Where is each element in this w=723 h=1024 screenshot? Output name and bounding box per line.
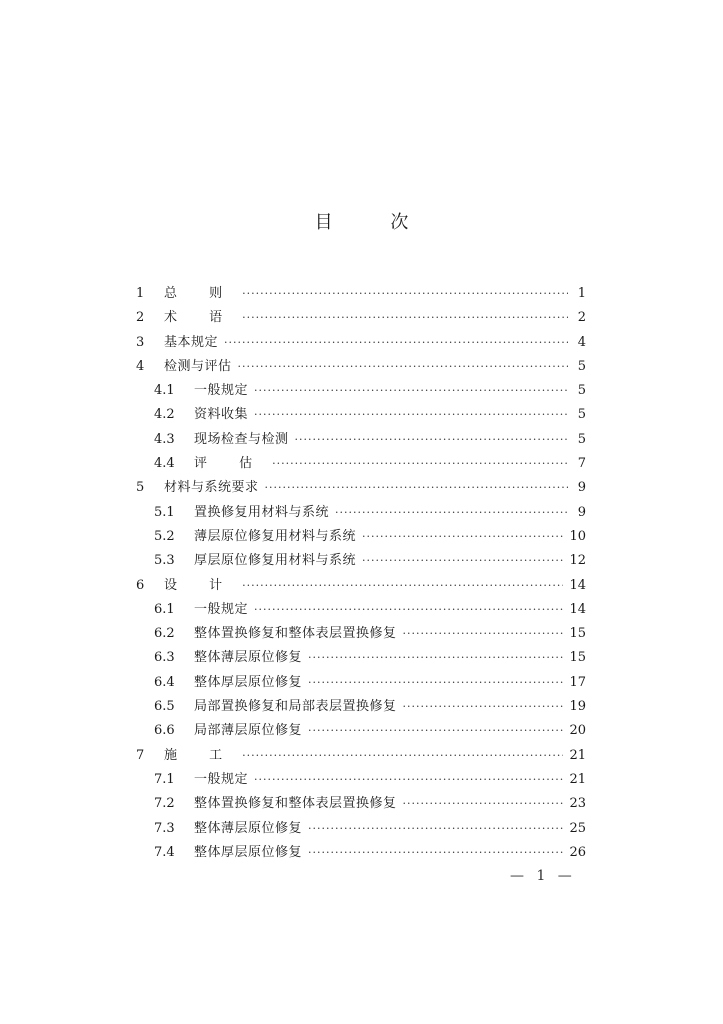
dot-leader — [242, 287, 568, 300]
toc-entry-page: 17 — [569, 674, 586, 690]
toc-entry-page: 5 — [577, 358, 586, 374]
dot-leader — [335, 506, 568, 519]
toc-entry-label: 整体厚层原位修复 — [194, 844, 303, 860]
dot-leader — [265, 481, 568, 494]
toc-entry-page: 5 — [577, 431, 586, 447]
toc-entry-label: 总 则 — [164, 286, 237, 301]
toc-entry-page: 14 — [569, 577, 586, 593]
toc-entry-label: 评 估 — [194, 456, 267, 472]
toc-entry-page: 23 — [569, 796, 586, 812]
toc-entry-page: 7 — [577, 456, 586, 472]
page-title: 目 次 — [314, 212, 435, 233]
toc-entry-number: 6.2 — [154, 626, 175, 642]
toc-entry-number: 4.1 — [154, 383, 175, 399]
toc-entry-label: 一般规定 — [194, 601, 249, 617]
toc-subentry[interactable] — [136, 525, 586, 549]
toc-subentry[interactable] — [136, 379, 586, 403]
dot-leader — [254, 384, 568, 397]
toc-entry[interactable] — [136, 355, 586, 379]
toc-entry-label: 整体厚层原位修复 — [194, 674, 303, 690]
dot-leader — [362, 554, 563, 567]
toc-entry[interactable] — [136, 574, 586, 598]
toc-subentry[interactable] — [136, 792, 586, 816]
toc-entry-page: 25 — [569, 820, 586, 836]
toc-entry[interactable] — [136, 744, 586, 768]
toc-subentry[interactable] — [136, 695, 586, 719]
toc-entry-label: 基本规定 — [164, 334, 219, 350]
toc-entry-page: 21 — [569, 771, 586, 787]
dot-leader — [224, 336, 568, 349]
toc-entry-label: 局部薄层原位修复 — [194, 723, 303, 739]
toc-entry[interactable] — [136, 306, 586, 330]
dot-leader — [403, 627, 564, 640]
toc-entry-number: 4.4 — [154, 456, 175, 472]
toc-subentry[interactable] — [136, 428, 586, 452]
toc-entry-label: 整体置换修复和整体表层置换修复 — [194, 796, 397, 812]
dot-leader — [238, 360, 568, 373]
dot-leader — [403, 797, 564, 810]
toc-entry-number: 6.6 — [154, 723, 175, 739]
toc-entry-number: 5.3 — [154, 553, 175, 569]
dot-leader — [308, 724, 563, 737]
toc-entry-number: 7.4 — [154, 844, 175, 860]
toc-entry-label: 术 语 — [164, 310, 237, 326]
toc-entry-number: 7.2 — [154, 796, 175, 812]
toc-entry-number: 6.3 — [154, 650, 175, 666]
toc-entry-number: 4.2 — [154, 407, 175, 423]
toc-entry-page: 12 — [569, 553, 586, 569]
toc-entry-number: 7.3 — [154, 820, 175, 836]
toc-entry-number: 5.2 — [154, 528, 175, 544]
toc-entry-label: 材料与系统要求 — [164, 480, 259, 496]
toc-entry-label: 薄层原位修复用材料与系统 — [194, 528, 357, 544]
dot-leader — [242, 579, 563, 592]
toc-entry-label: 现场检查与检测 — [194, 431, 289, 447]
dot-leader — [362, 530, 563, 543]
toc-entry-label: 整体置换修复和整体表层置换修复 — [194, 626, 397, 642]
toc-entry-number: 2 — [136, 310, 145, 326]
page-number-footer: — 1 — — [510, 868, 576, 884]
toc-entry-page: 20 — [569, 723, 586, 739]
dot-leader — [254, 408, 568, 421]
dot-leader — [242, 311, 568, 324]
dot-leader — [272, 457, 568, 470]
toc-entry[interactable] — [136, 282, 586, 306]
toc-entry-label: 检测与评估 — [164, 358, 232, 374]
toc-subentry[interactable] — [136, 646, 586, 670]
toc-entry-page: 21 — [569, 747, 586, 763]
toc-entry-number: 4 — [136, 358, 145, 374]
dot-leader — [308, 676, 563, 689]
toc-entry-label: 施 工 — [164, 747, 237, 763]
toc-subentry[interactable] — [136, 841, 586, 865]
toc-subentry[interactable] — [136, 549, 586, 573]
dot-leader — [242, 749, 563, 762]
toc-entry-page: 4 — [577, 334, 586, 350]
toc-entry-number: 6.1 — [154, 601, 175, 617]
toc-entry-page: 9 — [577, 480, 586, 496]
toc-entry-page: 14 — [569, 601, 586, 617]
toc-entry-label: 一般规定 — [194, 771, 249, 787]
toc-entry-label: 厚层原位修复用材料与系统 — [194, 553, 357, 569]
toc-entry-page: 10 — [569, 528, 586, 544]
toc-entry-number: 6 — [136, 577, 145, 593]
toc-entry-page: 5 — [577, 383, 586, 399]
toc-entry-number: 5 — [136, 480, 145, 496]
toc-subentry[interactable] — [136, 719, 586, 743]
dot-leader — [308, 846, 563, 859]
table-of-contents — [136, 282, 586, 865]
toc-entry-label: 局部置换修复和局部表层置换修复 — [194, 699, 397, 715]
toc-entry[interactable] — [136, 476, 586, 500]
toc-subentry[interactable] — [136, 452, 586, 476]
toc-subentry[interactable] — [136, 598, 586, 622]
toc-entry-label: 整体薄层原位修复 — [194, 820, 303, 836]
dot-leader — [254, 773, 563, 786]
toc-entry-page: 15 — [569, 650, 586, 666]
toc-entry-label: 整体薄层原位修复 — [194, 650, 303, 666]
toc-entry-page: 15 — [569, 626, 586, 642]
dot-leader — [308, 651, 563, 664]
toc-subentry[interactable] — [136, 403, 586, 427]
toc-entry[interactable] — [136, 331, 586, 355]
dot-leader — [308, 822, 563, 835]
toc-entry-label: 置换修复用材料与系统 — [194, 504, 330, 520]
toc-entry-page: 19 — [569, 699, 586, 715]
dot-leader — [295, 433, 568, 446]
toc-entry-label: 资料收集 — [194, 407, 249, 423]
toc-subentry[interactable] — [136, 768, 586, 792]
toc-entry-page: 2 — [577, 310, 586, 326]
dot-leader — [254, 603, 563, 616]
toc-entry-number: 6.4 — [154, 674, 175, 690]
toc-entry-number: 4.3 — [154, 431, 175, 447]
toc-subentry[interactable] — [136, 501, 586, 525]
toc-entry-number: 3 — [136, 334, 145, 350]
toc-entry-number: 5.1 — [154, 504, 175, 520]
toc-entry-number: 1 — [136, 286, 145, 301]
toc-entry-number: 6.5 — [154, 699, 175, 715]
dot-leader — [403, 700, 564, 713]
toc-entry-page: 9 — [577, 504, 586, 520]
toc-entry-label: 设 计 — [164, 577, 237, 593]
toc-subentry[interactable] — [136, 671, 586, 695]
toc-entry-number: 7 — [136, 747, 145, 763]
toc-entry-page: 1 — [577, 286, 586, 301]
toc-subentry[interactable] — [136, 622, 586, 646]
toc-entry-page: 5 — [577, 407, 586, 423]
toc-entry-label: 一般规定 — [194, 383, 249, 399]
toc-subentry[interactable] — [136, 817, 586, 841]
toc-entry-number: 7.1 — [154, 771, 175, 787]
toc-entry-page: 26 — [569, 844, 586, 860]
